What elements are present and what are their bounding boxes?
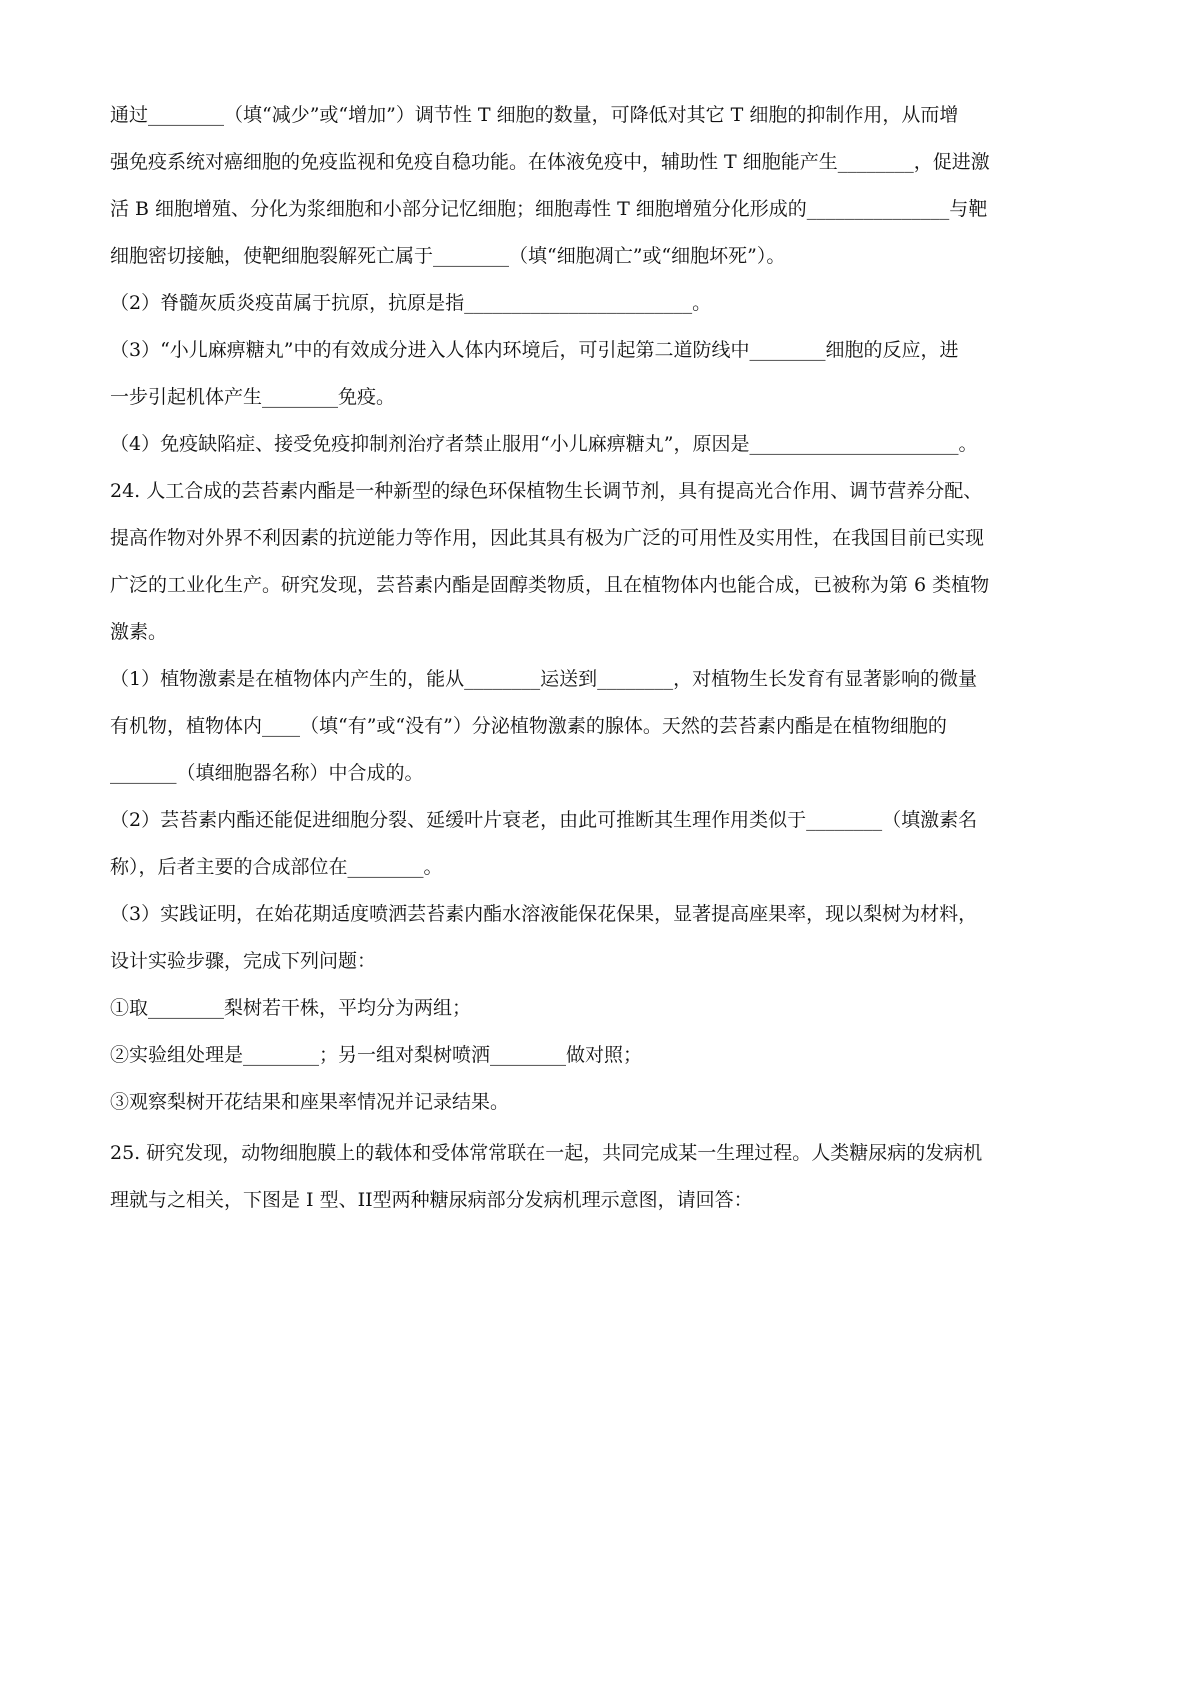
question-24-stem: 24. 人工合成的芸苔素内酯是一种新型的绿色环保植物生长调节剂，具有提高光合作用、调节营养分配、	[110, 480, 983, 502]
document-page	[110, 92, 1100, 1224]
text-line: 一步引起机体产生________免疫。	[110, 386, 396, 408]
text-line: 强免疫系统对癌细胞的免疫监视和免疫自稳功能。在体液免疫中，辅助性 T 细胞能产生________，促进激	[110, 151, 990, 173]
question-24-part-1: （1）植物激素是在植物体内产生的，能从________运送到________，对植物生长发育有显著影响的微量	[110, 668, 978, 690]
step-3: ③观察梨树开花结果和座果率情况并记录结果。	[110, 1091, 510, 1113]
text-line: 设计实验步骤，完成下列问题：	[110, 950, 377, 972]
text-line: 细胞密切接触，使靶细胞裂解死亡属于________（填“细胞凋亡”或“细胞坏死”）。	[110, 245, 786, 267]
text-line: 称），后者主要的合成部位在________。	[110, 856, 443, 878]
text-line: 活 B 细胞增殖、分化为浆细胞和小部分记忆细胞；细胞毒性 T 细胞增殖分化形成的_______________与靶	[110, 198, 988, 220]
text-line: 激素。	[110, 621, 168, 643]
text-line: 理就与之相关，下图是 I 型、II型两种糖尿病部分发病机理示意图，请回答：	[110, 1189, 753, 1211]
step-2: ②实验组处理是________；另一组对梨树喷洒________做对照；	[110, 1044, 643, 1066]
text-line: 通过________（填“减少”或“增加”）调节性 T 细胞的数量，可降低对其它 T 细胞的抑制作用，从而增	[110, 104, 959, 126]
step-1: ①取________梨树若干株，平均分为两组；	[110, 997, 472, 1019]
question-24-part-2: （2）芸苔素内酯还能促进细胞分裂、延缓叶片衰老，由此可推断其生理作用类似于________（填激素名	[110, 809, 978, 831]
text-line: 有机物，植物体内____（填“有”或“没有”）分泌植物激素的腺体。天然的芸苔素内酯是在植物细胞的	[110, 715, 947, 737]
text-line: _______（填细胞器名称）中合成的。	[110, 762, 424, 784]
question-25-stem: 25. 研究发现，动物细胞膜上的载体和受体常常联在一起，共同完成某一生理过程。人类糖尿病的发病机	[110, 1142, 983, 1164]
text-line: 广泛的工业化生产。研究发现，芸苔素内酯是固醇类物质，且在植物体内也能合成，已被称为第 6 类植物	[110, 574, 990, 596]
question-23-part-2: （2）脊髓灰质炎疫苗属于抗原，抗原是指________________________。	[110, 292, 712, 314]
question-24-part-3: （3）实践证明，在始花期适度喷洒芸苔素内酯水溶液能保花保果，显著提高座果率，现以梨树为材料，	[110, 903, 978, 925]
text-line: 提高作物对外界不利因素的抗逆能力等作用，因此其具有极为广泛的可用性及实用性，在我国目前已实现	[110, 527, 985, 549]
question-23-part-4: （4）免疫缺陷症、接受免疫抑制剂治疗者禁止服用“小儿麻痹糖丸”，原因是______________________。	[110, 433, 978, 455]
question-23-part-3: （3）“小儿麻痹糖丸”中的有效成分进入人体内环境后，可引起第二道防线中________细胞的反应，进	[110, 339, 959, 361]
